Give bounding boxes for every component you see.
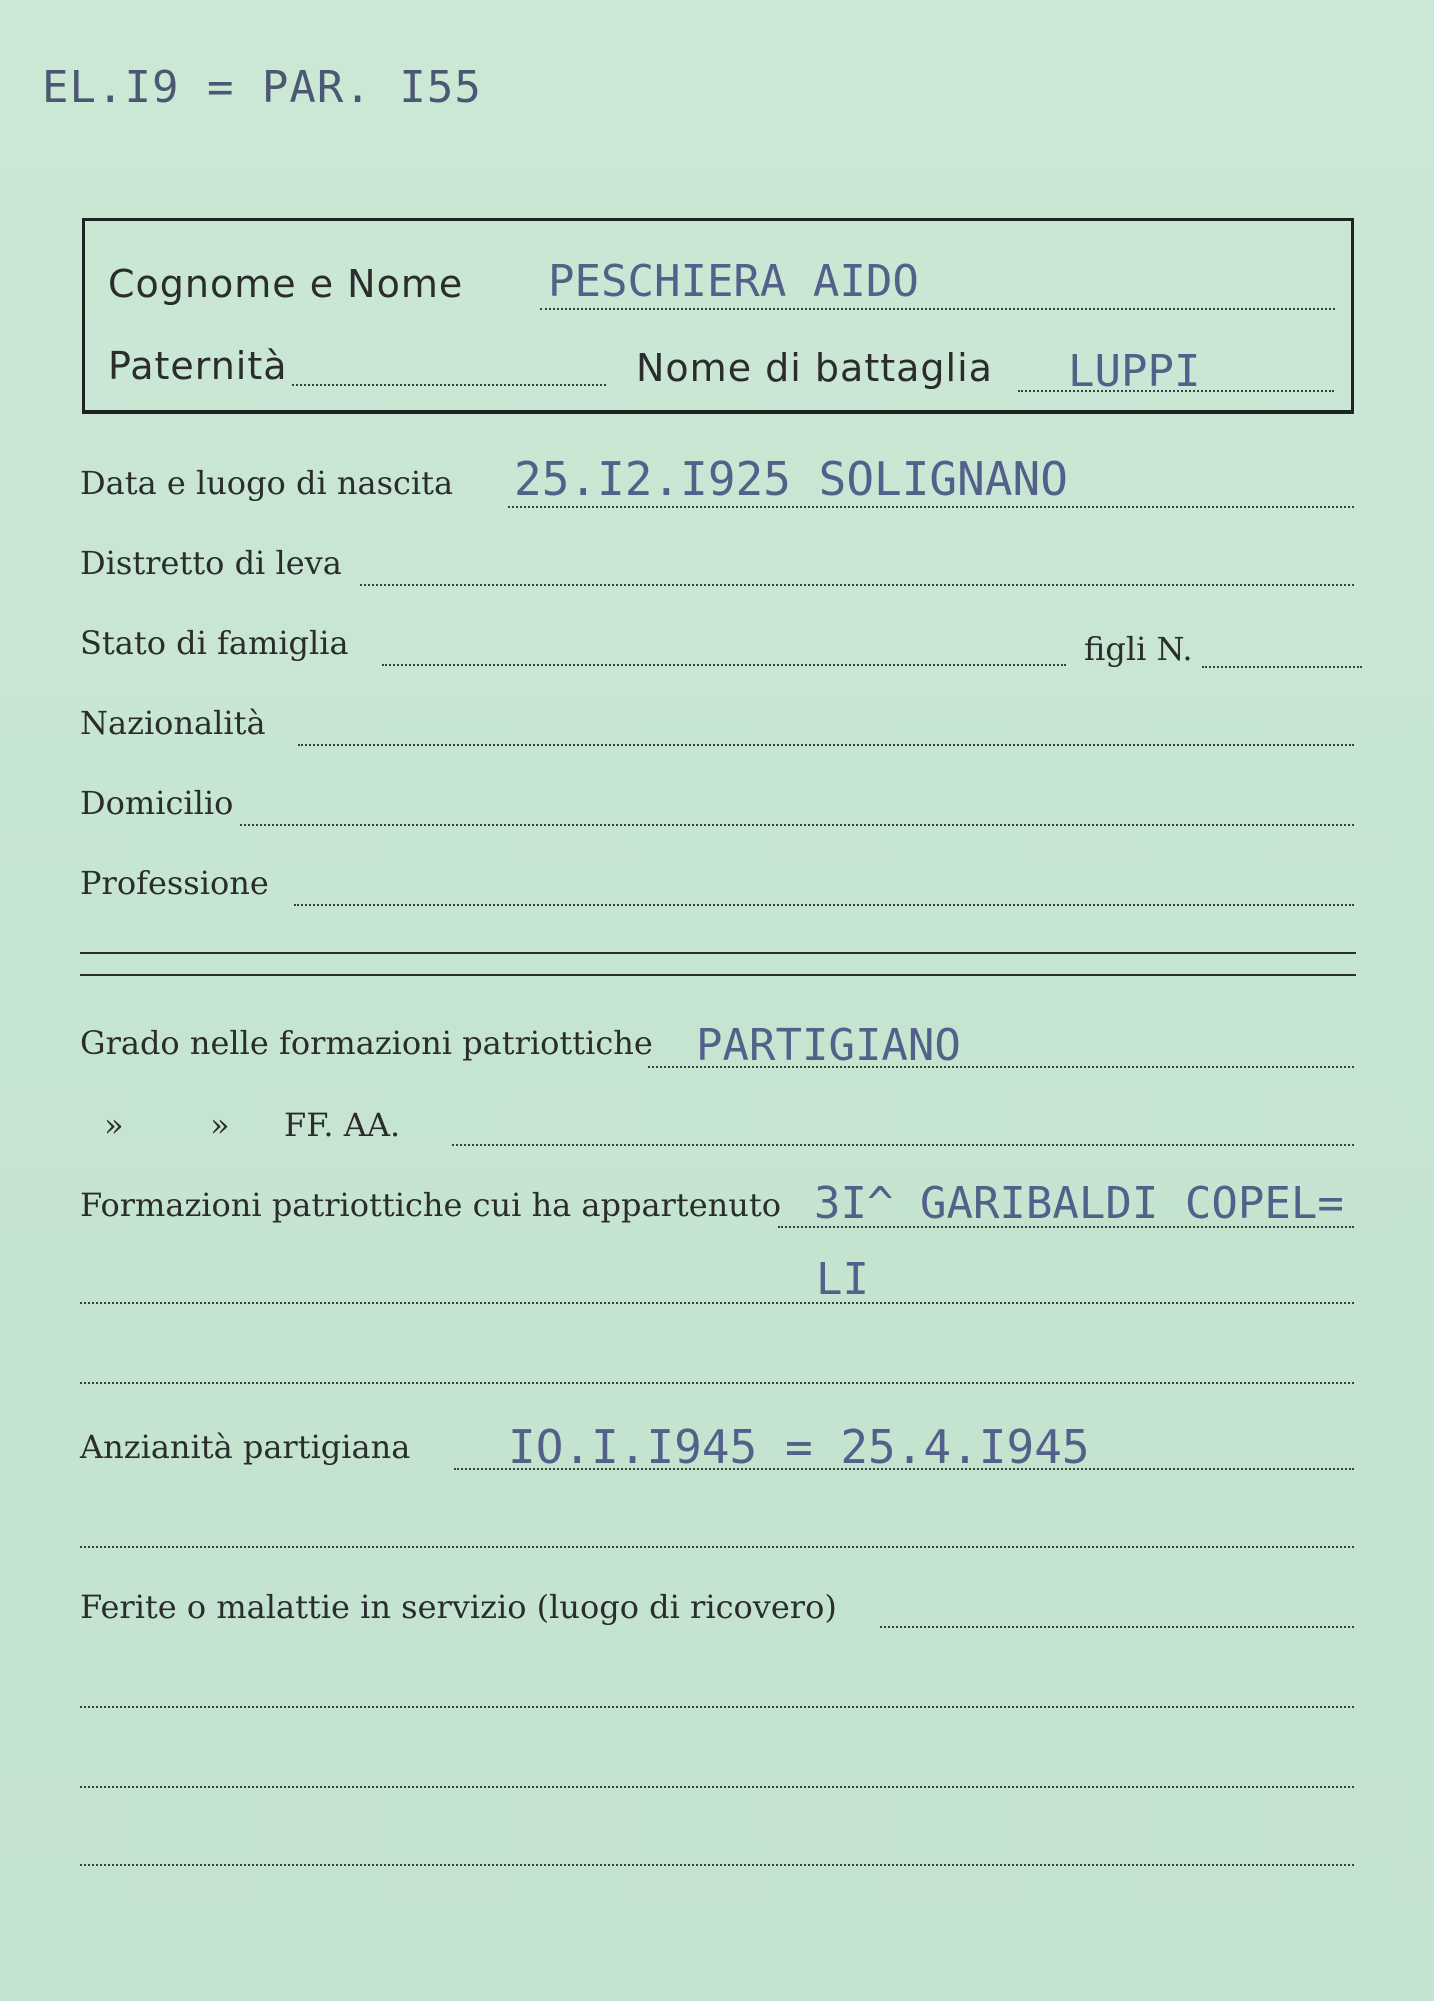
ffaa-label: FF. AA. <box>284 1106 401 1144</box>
injuries-line-4 <box>80 1864 1354 1866</box>
formations-value-line1: 3I^ GARIBALDI COPEL= <box>814 1178 1344 1229</box>
separator-line-bottom <box>80 974 1356 976</box>
injuries-line-1 <box>880 1626 1354 1628</box>
nationality-line <box>298 744 1354 746</box>
battle-name-value: LUPPI <box>1068 346 1201 397</box>
children-line <box>1202 666 1362 668</box>
name-value: PESCHIERA AIDO <box>548 256 919 307</box>
ffaa-line <box>452 1144 1354 1146</box>
reference-number: EL.I9 = PAR. I55 <box>42 62 482 113</box>
domicile-line <box>240 824 1354 826</box>
formations-value-line2: LI <box>816 1254 869 1305</box>
rank-label: Grado nelle formazioni patriottiche <box>80 1024 653 1062</box>
formations-line-2 <box>80 1302 1354 1304</box>
profession-label: Professione <box>80 864 269 902</box>
battle-name-label: Nome di battaglia <box>636 346 993 390</box>
rank-value: PARTIGIANO <box>696 1020 961 1071</box>
injuries-label: Ferite o malattie in servizio (luogo di ricovero) <box>80 1588 837 1626</box>
ffaa-prefix-2: » <box>210 1106 230 1144</box>
birth-label: Data e luogo di nascita <box>80 464 454 502</box>
seniority-value: IO.I.I945 = 25.4.I945 <box>508 1420 1090 1474</box>
district-line <box>360 584 1354 586</box>
seniority-label: Anzianità partigiana <box>80 1428 411 1466</box>
family-label: Stato di famiglia <box>80 624 349 662</box>
formations-line-3 <box>80 1382 1354 1384</box>
profession-line <box>294 904 1354 906</box>
separator-line-top <box>80 952 1356 954</box>
name-label: Cognome e Nome <box>108 262 464 306</box>
injuries-line-3 <box>80 1786 1354 1788</box>
district-label: Distretto di leva <box>80 544 342 582</box>
children-label: figli N. <box>1084 630 1193 668</box>
name-line <box>540 308 1335 310</box>
paternity-line <box>292 384 606 386</box>
birth-value: 25.I2.I925 SOLIGNANO <box>514 452 1068 506</box>
injuries-line-2 <box>80 1706 1354 1708</box>
birth-line <box>508 506 1354 508</box>
formations-label: Formazioni patriottiche cui ha appartenuto <box>80 1186 781 1224</box>
ffaa-prefix-1: » <box>104 1106 124 1144</box>
seniority-line-2 <box>80 1546 1354 1548</box>
nationality-label: Nazionalità <box>80 704 266 742</box>
family-line <box>382 664 1066 666</box>
domicile-label: Domicilio <box>80 784 234 822</box>
paternity-label: Paternità <box>108 344 288 388</box>
